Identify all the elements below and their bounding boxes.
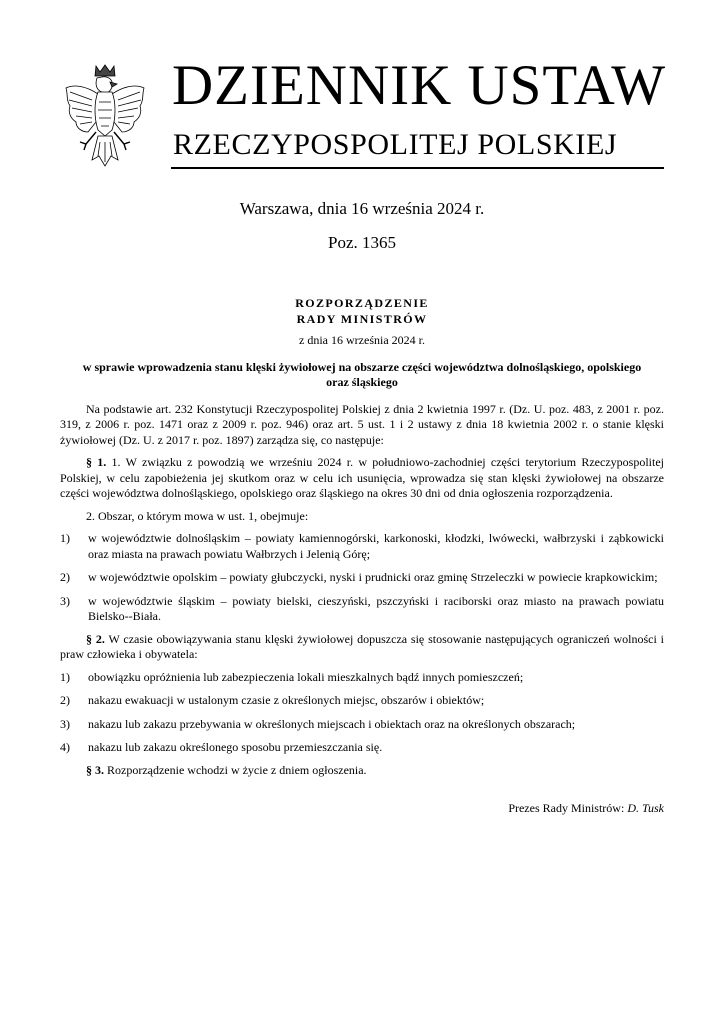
journal-subtitle: RZECZYPOSPOLITEJ POLSKIEJ (173, 128, 618, 161)
list-item-number: 4) (60, 740, 70, 754)
list-item (60, 693, 664, 709)
list-item-text: nakazu ewakuacji w ustalonym czasie z określonych miejsc, obszarów i obiektów; (88, 693, 485, 707)
list-item (60, 531, 664, 562)
list-item-text: nakazu lub zakazu określonego sposobu przemieszczania się. (88, 740, 383, 754)
act-type: ROZPORZĄDZENIE (295, 296, 429, 310)
section-3-label: § 3. (86, 762, 104, 777)
list-item (60, 717, 664, 733)
list-item (60, 670, 664, 686)
section-1-paragraph-1 (60, 455, 664, 502)
list-item-text: w województwie opolskim – powiaty głubczycki, nyski i prudnicki oraz gminę Strzeleczki w powiecie krapkowickim; (88, 570, 658, 584)
issue-position: Poz. 1365 (328, 233, 396, 252)
section-1-paragraph-2: 2. Obszar, o którym mowa w ust. 1, obejmuje: (86, 508, 309, 523)
list-item-text: w województwie śląskim – powiaty bielski, cieszyński, pszczyński i raciborski oraz miasto na prawach powiatu Bielsko--Biała. (88, 593, 664, 623)
polish-eagle-emblem-icon (62, 62, 148, 168)
section-2-paragraph (60, 632, 664, 663)
list-item-text: w województwie dolnośląskim – powiaty kamiennogórski, karkonoski, kłodzki, lwówecki, wałbrzyski i ząbkowicki oraz miasta na prawach powiatu Wałbrzych i Jelenią Górę; (88, 531, 664, 561)
section-2-text: W czasie obowiązywania stanu klęski żywiołowej dopuszcza się stosowanie następujących ograniczeń wolności i praw człowieka i obywatela: (60, 631, 664, 661)
issue-place-date: Warszawa, dnia 16 września 2024 r. (239, 199, 485, 218)
list-item-number: 1) (60, 531, 70, 545)
signature-block (60, 801, 664, 817)
section-3-paragraph (60, 763, 664, 779)
list-item-text: nakazu lub zakazu przebywania w określonych miejscach i obiektach oraz na określonych obszarach; (88, 716, 576, 731)
list-item-number: 3) (60, 593, 70, 608)
section-1-list (60, 531, 664, 625)
signature-name: D. Tusk (627, 801, 664, 815)
list-item (60, 740, 664, 756)
section-2-label: § 2. (86, 631, 105, 646)
list-item (60, 594, 664, 625)
act-date: z dnia 16 września 2024 r. (299, 333, 425, 347)
document-body (60, 296, 664, 817)
list-item-number: 2) (60, 693, 70, 707)
list-item-number: 2) (60, 570, 70, 584)
list-item-number: 1) (60, 669, 70, 684)
list-item-number: 3) (60, 716, 70, 731)
section-2-list (60, 670, 664, 756)
section-1-paragraph-1-text: 1. W związku z powodzią we wrześniu 2024 r. w południowo-zachodniej części terytorium Rzeczypospolitej Polskiej, w celu zapobieżenia jej skutkom oraz w celu ich usunięcia, wprowadza się stan klęski żywiołowej na obszarze części województwa dolnośląskiego, opolskiego oraz śląskiego na okres 30 dni od dnia ogłoszenia rozporządzenia. (60, 455, 664, 500)
masthead-divider (171, 167, 664, 169)
preamble: Na podstawie art. 232 Konstytucji Rzeczypospolitej Polskiej z dnia 2 kwietnia 1997 r. (Dz. U. poz. 483, z 2001 r. poz. 319, z 2006 r. poz. 1471 oraz z 2009 r. poz. 946) oraz art. 5 ust. 1 i 2 ustawy z dnia 18 kwietnia 2002 r. o stanie klęski żywiołowej (Dz. U. z 2017 r. poz. 1897) zarządza się, co następuje: (60, 401, 664, 447)
list-item-text: obowiązku opróżnienia lub zabezpieczenia lokali mieszkalnych bądź innych pomieszczeń; (88, 669, 524, 684)
journal-title: DZIENNIK USTAW (172, 54, 667, 117)
signature-role: Prezes Rady Ministrów: (508, 801, 625, 815)
section-3-text: Rozporządzenie wchodzi w życie z dniem ogłoszenia. (107, 762, 367, 777)
act-subject: w sprawie wprowadzenia stanu klęski żywiołowej na obszarze części województwa dolnośląskiego, opolskiego oraz śląskiego (82, 359, 642, 389)
act-issuer: RADY MINISTRÓW (296, 311, 428, 326)
list-item (60, 570, 664, 586)
section-1-label: § 1. (86, 455, 107, 469)
